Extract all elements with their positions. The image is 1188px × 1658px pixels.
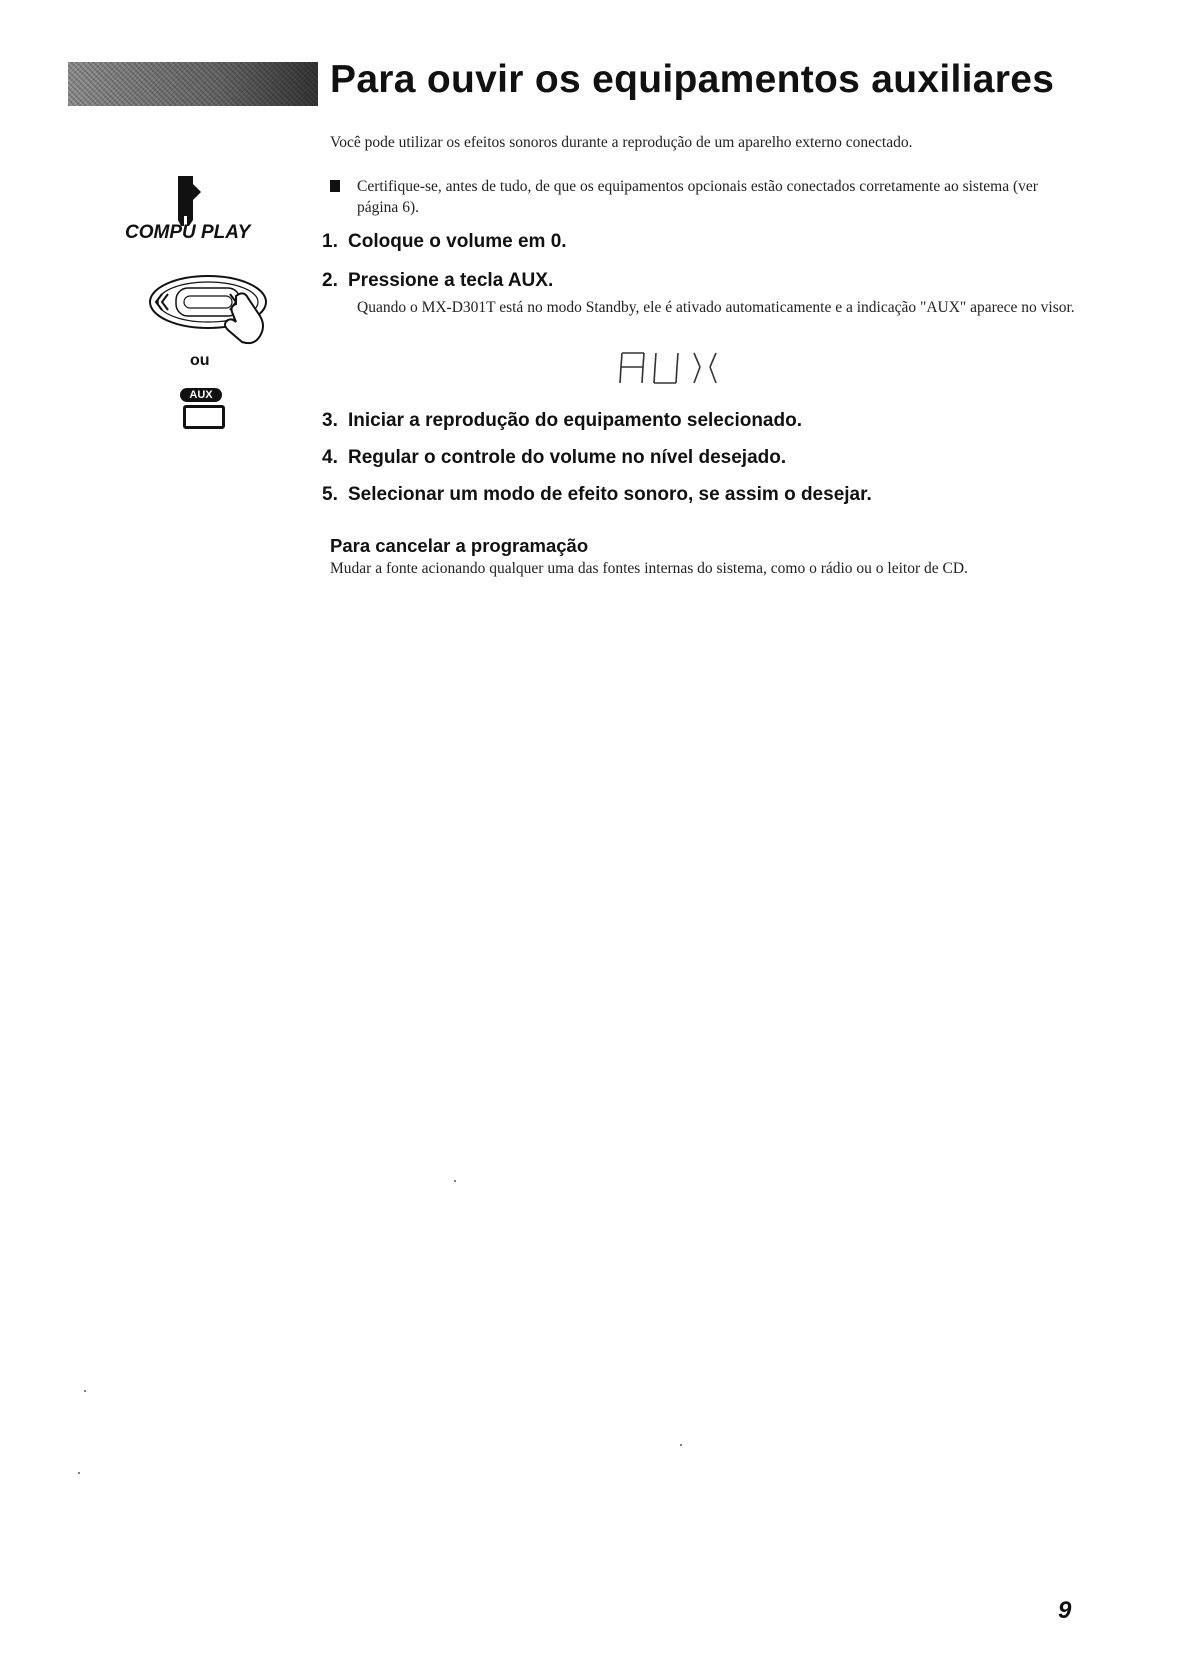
step-number: 3. bbox=[322, 410, 338, 431]
compu-play-label: COMPU PLAY bbox=[125, 222, 251, 243]
cancel-heading: Para cancelar a programação bbox=[330, 535, 589, 556]
step-2-detail: Quando o MX-D301T está no modo Standby, ele é ativado automaticamente e a indicação "AUX" aparece no visor. bbox=[357, 299, 1075, 316]
step-text: Regular o controle do volume no nível desejado. bbox=[348, 447, 787, 468]
step-2 bbox=[322, 270, 553, 292]
aux-badge: AUX bbox=[180, 388, 222, 402]
display-text: AUX bbox=[618, 347, 621, 348]
note-text: Certifique-se, antes de tudo, de que os equipamentos opcionais estão conectados corretamente ao sistema (ver página 6). bbox=[357, 178, 1038, 216]
page-number: 9 bbox=[1058, 1597, 1072, 1624]
or-label: ou bbox=[190, 352, 210, 369]
page-title: Para ouvir os equipamentos auxiliares bbox=[330, 58, 1055, 101]
scan-speck bbox=[680, 1444, 682, 1446]
step-5 bbox=[322, 484, 872, 506]
step-text: Coloque o volume em 0. bbox=[348, 231, 567, 252]
display-aux-readout bbox=[618, 347, 728, 387]
square-bullet-icon bbox=[330, 180, 340, 192]
step-3 bbox=[322, 410, 802, 432]
intro-text: Você pode utilizar os efeitos sonoros durante a reprodução de um aparelho externo conectado. bbox=[330, 134, 913, 151]
scan-speck bbox=[454, 1180, 456, 1182]
step-number: 2. bbox=[322, 270, 338, 291]
step-number: 1. bbox=[322, 231, 338, 252]
scan-speck bbox=[78, 1472, 80, 1474]
step-text: Iniciar a reprodução do equipamento selecionado. bbox=[348, 410, 802, 431]
step-text: Pressione a tecla AUX. bbox=[348, 270, 554, 291]
step-text: Selecionar um modo de efeito sonoro, se assim o desejar. bbox=[348, 484, 872, 505]
header-decorative-band bbox=[68, 62, 318, 106]
aux-button[interactable] bbox=[183, 405, 225, 429]
step-1 bbox=[322, 231, 567, 253]
step-number: 4. bbox=[322, 447, 338, 468]
cancel-text: Mudar a fonte acionando qualquer uma das fontes internas do sistema, como o rádio ou o leitor de CD. bbox=[330, 560, 968, 577]
remote-hand-icon bbox=[148, 274, 288, 354]
scan-speck bbox=[84, 1390, 86, 1392]
step-number: 5. bbox=[322, 484, 338, 505]
step-4 bbox=[322, 447, 786, 469]
